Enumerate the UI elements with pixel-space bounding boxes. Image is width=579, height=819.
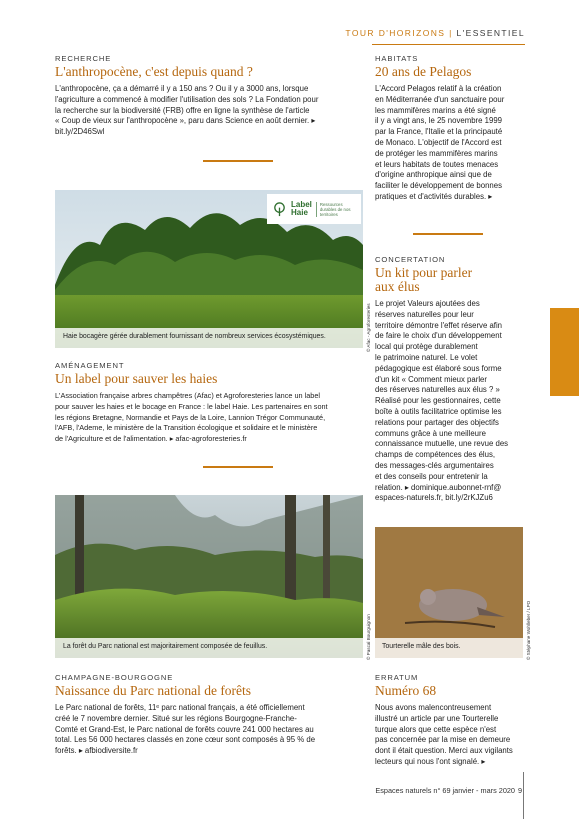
body-line: de Monaco. L'objectif de l'Accord est	[375, 137, 502, 147]
body-line: et leurs habitats de toutes menaces	[375, 159, 499, 169]
body-line: boîte à outils facilitatrice optimise les	[375, 406, 502, 416]
body-line: de protéger les mammifères marins	[375, 148, 498, 158]
article-body	[375, 84, 525, 203]
body-line: local qui protège durablement	[375, 342, 478, 352]
article-amenagement	[55, 361, 365, 445]
body-line: turque alors que cette espèce n'est	[375, 724, 497, 734]
photo-caption: Haie bocagère gérée durablement fournissant de nombreux services écosystémiques.	[63, 333, 326, 340]
section-label: RECHERCHE	[55, 54, 112, 63]
article-link[interactable]: relation. ▸ dominique.aubonnet-rnf@	[375, 482, 502, 492]
article-body	[55, 391, 365, 445]
body-line: le patrimoine naturel. Le volet	[375, 352, 478, 362]
body-line: champs de compétences des élus,	[375, 450, 496, 460]
body-line: il y a vingt ans, le 25 novembre 1999	[375, 116, 502, 126]
body-line: de faire le choix d'un développement	[375, 331, 502, 341]
body-line: d'un kit « Comment mieux parler	[375, 374, 487, 384]
logo-subtitle: Ressources	[319, 201, 343, 207]
article-recherche	[55, 54, 360, 138]
title-line: Un kit pour parler	[375, 265, 473, 280]
logo-word: Haie	[291, 208, 308, 217]
footer-text: Espaces naturels n° 69 janvier - mars 2020	[375, 786, 515, 795]
article-champagne	[55, 673, 365, 757]
body-line: des réserves naturelles aux élus ? »	[375, 385, 500, 395]
article-body	[55, 84, 360, 138]
photo-credit: © Pascal Bourguignon	[366, 614, 371, 660]
body-line: « Coup de vieux sur l'anthropocène », paru dans Science en août dernier. ▸	[55, 116, 316, 126]
article-concertation	[375, 255, 535, 504]
article-body	[375, 299, 535, 504]
body-line: Le projet Valeurs ajoutées des	[375, 299, 480, 308]
dove-photo	[375, 527, 523, 658]
body-line: Nous avons malencontreusement	[375, 703, 492, 712]
article-body	[55, 703, 365, 757]
photo-credit: © Stéphane Wohlleber / LPO	[526, 600, 531, 660]
body-line: connaissance mutuelle, une revue des	[375, 439, 509, 449]
forest-image	[55, 495, 363, 658]
body-line: lecteurs qui nous l'ont signalé. ▸	[375, 756, 486, 766]
article-habitats	[375, 54, 525, 203]
header-subtitle: L'ESSENTIEL	[456, 28, 525, 38]
section-label: ERRATUM	[375, 673, 419, 682]
body-line: illustré un article par une Tourterelle	[375, 713, 499, 723]
body-line: territoire démontre l'effet réserve afin	[375, 320, 503, 330]
body-line: créé le 7 novembre dernier. Situé sur les régions Bourgogne-Franche-	[55, 713, 297, 723]
body-line: d'origine anthropique ainsi que de	[375, 170, 492, 180]
article-title: Numéro 68	[375, 683, 437, 698]
dove-image	[375, 527, 523, 658]
article-title: Naissance du Parc national de forêts	[55, 683, 252, 698]
article-title: Un label pour sauver les haies	[55, 371, 218, 386]
body-line: pour sauver les haies et le bocage en France : le label Haie. Les partenaires en sont	[55, 401, 328, 411]
body-line: communs grâce à une meilleure	[375, 428, 486, 438]
body-line: dont il était question. Merci aux vigilants	[375, 746, 513, 756]
article-title	[375, 266, 535, 294]
footer-rule	[523, 772, 524, 819]
article-title: 20 ans de Pelagos	[375, 64, 472, 79]
divider	[203, 466, 273, 468]
body-line: relations pour partager des objectifs	[375, 417, 499, 427]
body-line: faciliter le développement de bonnes	[375, 181, 503, 191]
section-tab	[550, 308, 579, 396]
body-line: réserves naturelles pour leur	[375, 309, 474, 319]
body-line: pratiques et d'activités durables. ▸	[375, 191, 493, 201]
divider	[413, 233, 483, 235]
forest-photo	[55, 495, 363, 658]
header-title: TOUR D'HORIZONS	[345, 28, 446, 38]
page-number: 9	[517, 786, 522, 795]
logo-subtitle: durables de nos	[319, 206, 351, 212]
photo-credit: © Afac - Agroforesteries	[366, 303, 371, 352]
photo-caption: Tourterelle mâle des bois.	[382, 643, 461, 650]
body-line: les régions Bretagne, Normandie et Pays de la Loire, Lannion Trégor Communauté,	[55, 412, 326, 422]
body-line: des messages-clés argumentaires	[375, 460, 494, 470]
article-link[interactable]: espaces-naturels.fr, bit.ly/2rKJZu6	[375, 493, 493, 503]
photo-caption: La forêt du Parc national est majoritairement composée de feuillus.	[63, 643, 268, 650]
body-line: L'Accord Pelagos relatif à la création	[375, 84, 502, 93]
body-line: Le Parc national de forêts, 11ᵉ parc national français, a été officiellement	[55, 703, 305, 712]
label-haie-logo	[267, 194, 361, 224]
article-title: L'anthropocène, c'est depuis quand ?	[55, 64, 253, 79]
article-erratum	[375, 673, 525, 768]
body-line: par la France, l'Italie et la principauté	[375, 127, 503, 137]
body-line: de l'Agriculture et de l'alimentation. ▸ afac-agroforesteries.fr	[55, 434, 247, 444]
section-label: CHAMPAGNE-BOURGOGNE	[55, 673, 174, 682]
body-line: l'AFB, l'Ademe, le ministère de la Transition écologique et solidaire et le ministère	[55, 423, 318, 433]
article-link[interactable]: forêts. ▸ afbiodiversite.fr	[55, 746, 138, 756]
article-link[interactable]: bit.ly/2D46Swl	[55, 127, 105, 137]
body-line: pédagogique est élaboré sous forme	[375, 363, 502, 373]
body-line: pas concernée par la mise en demeure	[375, 735, 511, 745]
body-line: l'agriculture a commencé à modifier l'utilisation des sols ? La Fondation pour	[55, 94, 319, 104]
body-line: la recherche sur la biodiversité (FRB) offre en ligne la synthèse de l'article	[55, 105, 310, 115]
body-line: Comté et Grand-Est, le Parc national de forêts couvre 241 000 hectares au	[55, 724, 314, 734]
body-line: les mammifères marins a été signé	[375, 105, 496, 115]
header-rule	[372, 44, 525, 45]
tree-icon	[272, 202, 287, 217]
body-line: Réalisé pour les gestionnaires, cette	[375, 396, 501, 406]
body-line: total. Les 56 000 hectares classés en zone cœur sont composés à 95 % de	[55, 735, 316, 745]
body-line: L'anthropocène, ça a démarré il y a 150 ans ? Ou il y a 3000 ans, lorsque	[55, 84, 309, 93]
logo-subtitle: territoires	[319, 211, 338, 217]
logo-word: Label	[291, 200, 312, 209]
article-body	[375, 703, 525, 768]
body-line: et des conseils pour entretenir la	[375, 471, 488, 481]
divider	[203, 160, 273, 162]
section-label: HABITATS	[375, 54, 419, 63]
hedge-photo	[55, 190, 363, 348]
section-label: AMÉNAGEMENT	[55, 361, 125, 370]
body-line: en Méditerranée d'un sanctuaire pour	[375, 94, 505, 104]
section-label: CONCERTATION	[375, 255, 446, 264]
page-header	[345, 28, 525, 38]
header-separator: |	[449, 28, 453, 38]
title-line: aux élus	[375, 279, 420, 294]
body-line: L'Association française arbres champêtres (Afac) et Agroforesteries lance un label	[55, 391, 321, 400]
